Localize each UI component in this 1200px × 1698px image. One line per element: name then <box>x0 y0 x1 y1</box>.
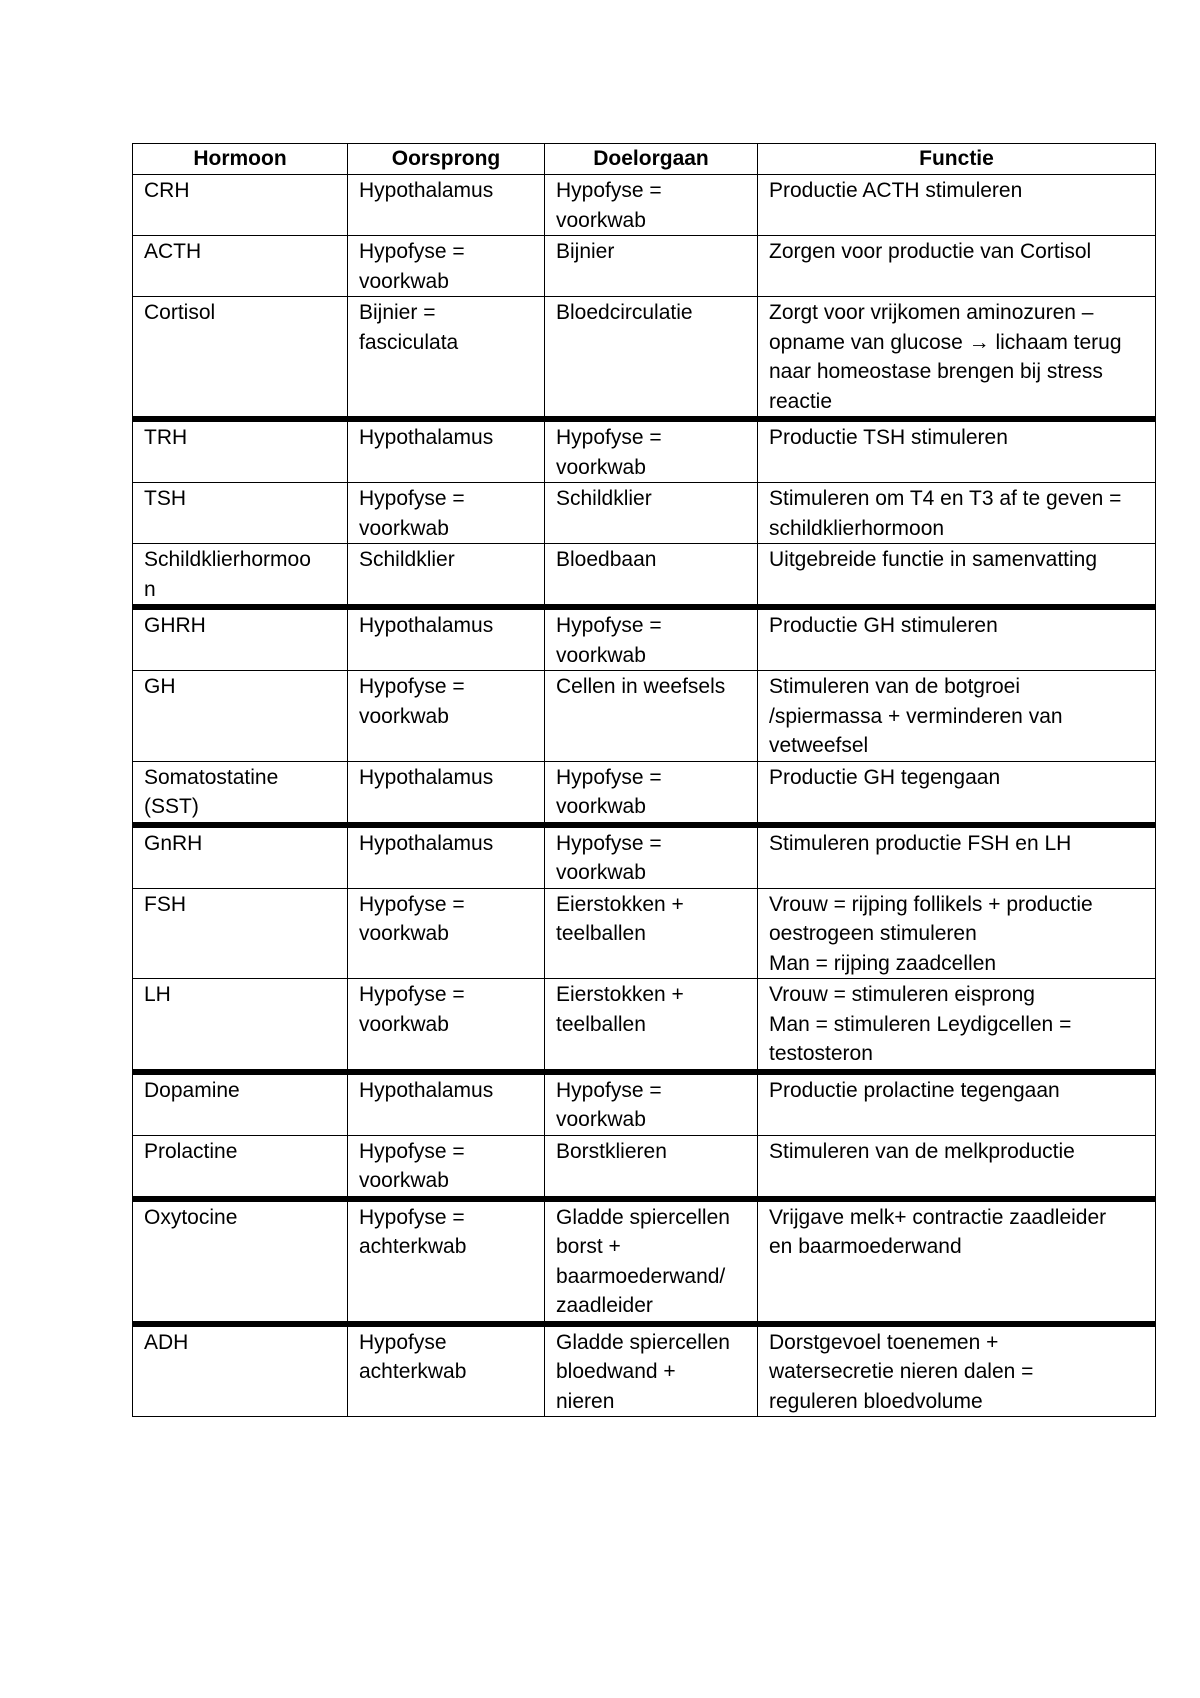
cell-text: Hypofyse = <box>556 426 662 449</box>
cell-text: Hypofyse = <box>359 892 465 916</box>
cell-doelorgaan <box>545 761 758 825</box>
cell-functie <box>758 1324 1156 1417</box>
cell-hormoon <box>133 483 348 544</box>
cell-text: CRH <box>144 179 190 202</box>
cell-doelorgaan <box>545 1072 758 1136</box>
table-row <box>133 544 1156 608</box>
cell-oorsprong <box>348 236 545 297</box>
cell-functie <box>758 544 1156 608</box>
cell-text: testosteron <box>769 1042 873 1065</box>
cell-text: naar homeostase brengen bij stress <box>769 360 1103 383</box>
table-row <box>133 297 1156 420</box>
cell-functie <box>758 979 1156 1072</box>
cell-text: voorkwab <box>556 861 646 884</box>
cell-text: voorkwab <box>359 516 449 540</box>
cell-text: n <box>144 577 156 601</box>
cell-text: Prolactine <box>144 1139 238 1163</box>
cell-doelorgaan <box>545 1199 758 1324</box>
table-header-row <box>133 144 1156 175</box>
cell-oorsprong <box>348 761 545 825</box>
cell-text: opname van glucose → lichaam terug <box>769 330 1122 354</box>
table-row <box>133 1072 1156 1136</box>
cell-text: Hypofyse = <box>556 765 662 789</box>
table-row <box>133 1135 1156 1199</box>
cell-functie <box>758 1135 1156 1199</box>
table-row <box>133 483 1156 544</box>
cell-doelorgaan <box>545 979 758 1072</box>
cell-text: Hypothalamus <box>359 765 494 789</box>
cell-text: (SST) <box>144 795 199 818</box>
cell-text: TRH <box>144 426 188 449</box>
cell-functie <box>758 297 1156 420</box>
cell-text: Vrijgave melk+ contractie zaadleider <box>769 1205 1107 1229</box>
cell-text: Hypofyse = <box>556 831 662 855</box>
cell-text: Hypofyse = <box>359 487 465 510</box>
cell-text: voorkwab <box>359 922 449 945</box>
table-body <box>133 175 1156 1417</box>
cell-text: Stimuleren productie FSH en LH <box>769 831 1072 855</box>
cell-text: voorkwab <box>556 1108 646 1131</box>
cell-text: Uitgebreide functie in samenvatting <box>769 548 1098 571</box>
header-hormoon: Hormoon <box>133 144 348 175</box>
cell-text: GHRH <box>144 614 206 637</box>
cell-functie <box>758 1199 1156 1324</box>
cell-text: Bijnier <box>556 240 615 263</box>
cell-oorsprong <box>348 544 545 608</box>
cell-hormoon <box>133 1324 348 1417</box>
cell-text: voorkwab <box>359 269 449 293</box>
cell-oorsprong <box>348 1072 545 1136</box>
cell-hormoon <box>133 1199 348 1324</box>
cell-hormoon <box>133 825 348 889</box>
cell-doelorgaan <box>545 544 758 608</box>
cell-hormoon <box>133 236 348 297</box>
cell-text: Borstklieren <box>556 1139 667 1163</box>
cell-text: Stimuleren van de botgroei <box>769 675 1020 698</box>
table-row <box>133 979 1156 1072</box>
cell-hormoon <box>133 671 348 762</box>
cell-doelorgaan <box>545 825 758 889</box>
cell-text: baarmoederwand/ <box>556 1264 726 1288</box>
cell-text: Schildklierhormoo <box>144 548 311 571</box>
cell-text: Somatostatine <box>144 765 279 789</box>
cell-oorsprong <box>348 419 545 483</box>
cell-text: Schildklier <box>359 548 455 571</box>
cell-text: Hypofyse = <box>359 1205 465 1229</box>
cell-text: Zorgt voor vrijkomen aminozuren – <box>769 301 1094 324</box>
cell-oorsprong <box>348 1199 545 1324</box>
cell-doelorgaan <box>545 419 758 483</box>
cell-text: Eierstokken + <box>556 983 684 1006</box>
table-row <box>133 175 1156 236</box>
cell-oorsprong <box>348 671 545 762</box>
cell-doelorgaan <box>545 607 758 671</box>
cell-oorsprong <box>348 1324 545 1417</box>
cell-text: voorkwab <box>556 795 646 818</box>
cell-text: achterkwab <box>359 1235 467 1258</box>
cell-text: zaadleider <box>556 1294 653 1317</box>
cell-text: Hypofyse = <box>359 675 465 698</box>
cell-text: Hypofyse = <box>359 983 465 1006</box>
cell-text: Productie GH tegengaan <box>769 765 1001 789</box>
cell-text: nieren <box>556 1389 615 1413</box>
cell-text: Productie ACTH stimuleren <box>769 179 1023 202</box>
table-row <box>133 761 1156 825</box>
cell-text: LH <box>144 983 171 1006</box>
cell-text: Hypofyse = <box>359 1139 465 1163</box>
cell-text: Hypothalamus <box>359 831 494 855</box>
cell-text: Productie TSH stimuleren <box>769 426 1008 449</box>
cell-text: teelballen <box>556 1012 646 1036</box>
cell-text: Hypofyse = <box>556 1078 662 1102</box>
cell-text: voorkwab <box>359 1169 449 1192</box>
cell-functie <box>758 888 1156 979</box>
cell-text: GnRH <box>144 831 203 855</box>
cell-text: Cortisol <box>144 301 216 324</box>
table-row <box>133 825 1156 889</box>
cell-text: fasciculata <box>359 330 459 354</box>
cell-doelorgaan <box>545 175 758 236</box>
cell-hormoon <box>133 544 348 608</box>
cell-text: Stimuleren om T4 en T3 af te geven = <box>769 487 1122 510</box>
cell-text: reactie <box>769 389 833 413</box>
cell-text: ACTH <box>144 240 202 263</box>
cell-oorsprong <box>348 483 545 544</box>
cell-doelorgaan <box>545 236 758 297</box>
cell-text: en baarmoederwand <box>769 1235 962 1258</box>
cell-text: Eierstokken + <box>556 892 684 916</box>
cell-text: Dorstgevoel toenemen + <box>769 1330 999 1354</box>
cell-text: voorkwab <box>556 643 646 667</box>
cell-text: Hypofyse = <box>556 179 662 202</box>
cell-text: GH <box>144 675 176 698</box>
cell-text: Bloedcirculatie <box>556 301 693 324</box>
cell-hormoon <box>133 175 348 236</box>
table-row <box>133 671 1156 762</box>
header-doelorgaan: Doelorgaan <box>545 144 758 175</box>
cell-hormoon <box>133 888 348 979</box>
cell-text: FSH <box>144 892 186 916</box>
cell-text: oestrogeen stimuleren <box>769 922 977 945</box>
cell-text: /spiermassa + verminderen van <box>769 704 1063 728</box>
cell-functie <box>758 671 1156 762</box>
cell-hormoon <box>133 607 348 671</box>
cell-text: voorkwab <box>556 208 646 232</box>
header-functie: Functie <box>758 144 1156 175</box>
cell-functie <box>758 236 1156 297</box>
cell-text: ADH <box>144 1330 189 1354</box>
cell-hormoon <box>133 1135 348 1199</box>
cell-text: Hypofyse = <box>556 614 662 637</box>
cell-hormoon <box>133 761 348 825</box>
cell-text: Hypothalamus <box>359 426 494 449</box>
hormone-table <box>132 143 1156 1417</box>
cell-text: Hypofyse <box>359 1330 447 1354</box>
cell-oorsprong <box>348 175 545 236</box>
cell-text: reguleren bloedvolume <box>769 1389 983 1413</box>
cell-text: schildklierhormoon <box>769 516 945 540</box>
cell-functie <box>758 761 1156 825</box>
cell-oorsprong <box>348 607 545 671</box>
cell-doelorgaan <box>545 483 758 544</box>
cell-text: Vrouw = rijping follikels + productie <box>769 892 1093 916</box>
cell-hormoon <box>133 419 348 483</box>
cell-hormoon <box>133 1072 348 1136</box>
cell-text: achterkwab <box>359 1360 467 1383</box>
cell-text: vetweefsel <box>769 734 869 757</box>
cell-text: Man = rijping zaadcellen <box>769 951 997 975</box>
cell-text: voorkwab <box>359 704 449 728</box>
cell-text: Dopamine <box>144 1078 240 1102</box>
cell-functie <box>758 419 1156 483</box>
cell-text: bloedwand + <box>556 1360 676 1383</box>
cell-text: Hypothalamus <box>359 1078 494 1102</box>
cell-text: Cellen in weefsels <box>556 675 726 698</box>
table-row <box>133 1324 1156 1417</box>
cell-oorsprong <box>348 825 545 889</box>
cell-text: Oxytocine <box>144 1205 238 1229</box>
cell-text: Hypothalamus <box>359 614 494 637</box>
cell-text: Man = stimuleren Leydigcellen = <box>769 1012 1072 1036</box>
cell-functie <box>758 1072 1156 1136</box>
cell-text: watersecretie nieren dalen = <box>769 1360 1034 1383</box>
cell-text: Productie GH stimuleren <box>769 614 998 637</box>
cell-text: Hypothalamus <box>359 179 494 202</box>
cell-doelorgaan <box>545 671 758 762</box>
cell-text: Productie prolactine tegengaan <box>769 1078 1060 1102</box>
cell-doelorgaan <box>545 888 758 979</box>
cell-hormoon <box>133 297 348 420</box>
cell-text: Bloedbaan <box>556 548 657 571</box>
cell-text: voorkwab <box>556 455 646 479</box>
cell-text: Gladde spiercellen <box>556 1330 730 1354</box>
cell-oorsprong <box>348 979 545 1072</box>
cell-text: Zorgen voor productie van Cortisol <box>769 240 1092 263</box>
cell-functie <box>758 175 1156 236</box>
cell-doelorgaan <box>545 1324 758 1417</box>
cell-text: Stimuleren van de melkproductie <box>769 1139 1075 1163</box>
cell-functie <box>758 825 1156 889</box>
cell-text: Gladde spiercellen <box>556 1205 730 1229</box>
table-row <box>133 236 1156 297</box>
cell-functie <box>758 483 1156 544</box>
cell-text: teelballen <box>556 922 646 945</box>
cell-text: borst + <box>556 1235 621 1258</box>
cell-doelorgaan <box>545 1135 758 1199</box>
table-row <box>133 419 1156 483</box>
table-row <box>133 888 1156 979</box>
header-oorsprong: Oorsprong <box>348 144 545 175</box>
cell-text: Hypofyse = <box>359 240 465 263</box>
table-row <box>133 607 1156 671</box>
cell-oorsprong <box>348 297 545 420</box>
cell-functie <box>758 607 1156 671</box>
cell-oorsprong <box>348 888 545 979</box>
table-row <box>133 1199 1156 1324</box>
cell-text: voorkwab <box>359 1012 449 1036</box>
cell-doelorgaan <box>545 297 758 420</box>
cell-text: Bijnier = <box>359 301 436 324</box>
cell-text: Vrouw = stimuleren eisprong <box>769 983 1035 1006</box>
cell-oorsprong <box>348 1135 545 1199</box>
cell-text: TSH <box>144 487 186 510</box>
cell-text: Schildklier <box>556 487 652 510</box>
cell-hormoon <box>133 979 348 1072</box>
